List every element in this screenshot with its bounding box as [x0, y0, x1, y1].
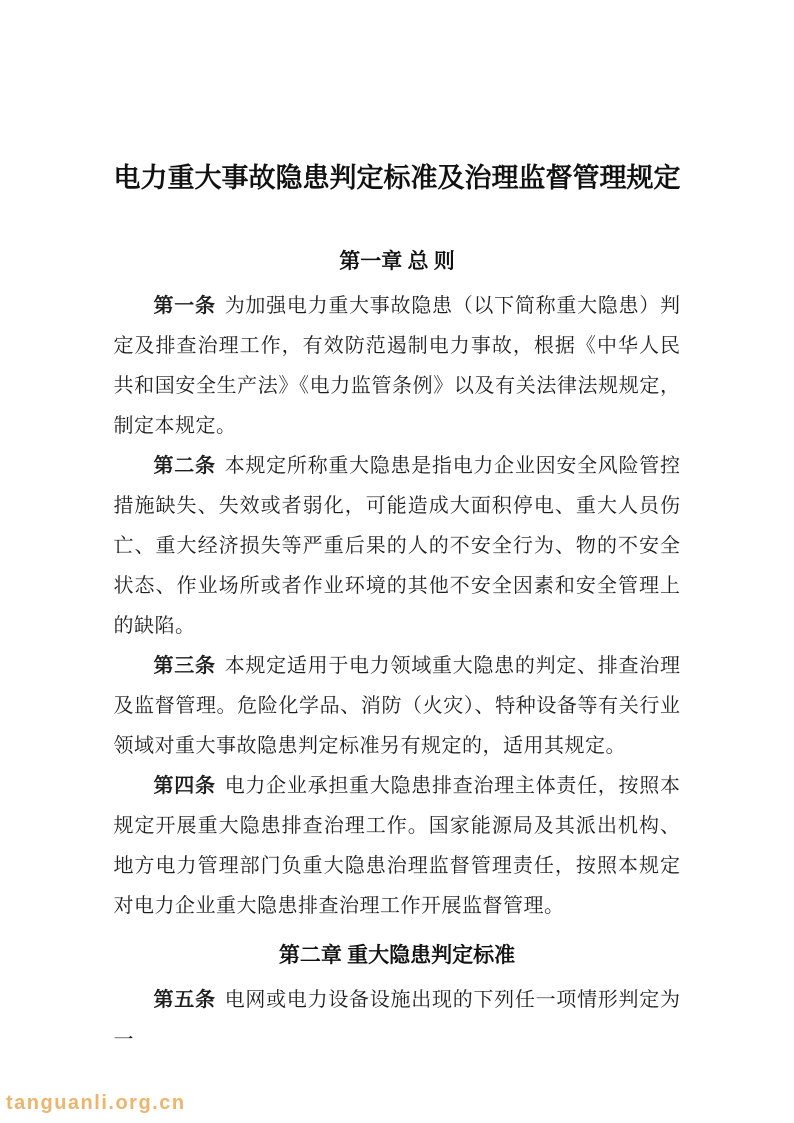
site-watermark: tanguanli.org.cn: [6, 1092, 186, 1114]
article-2-label: 第二条: [153, 455, 216, 477]
article-1: [114, 286, 681, 446]
article-5-text: 电网或电力设备设施出现的下列任一项情形判定为一: [113, 989, 681, 1051]
document-title: 电力重大事故隐患判定标准及治理监督管理规定: [113, 163, 681, 193]
document-page: [114, 0, 681, 1060]
article-5-label: 第五条: [153, 989, 216, 1011]
article-4-label: 第四条: [153, 775, 216, 797]
article-2: [114, 446, 681, 646]
article-4-text: 电力企业承担重大隐患排查治理主体责任，按照本规定开展重大隐患排查治理工作。国家能源局及其派出机构、地方电力管理部门负重大隐患治理监督管理责任，按照本规定对电力企业重大隐患排查治理工作开展监督管理。: [113, 775, 681, 917]
article-4: [114, 766, 681, 926]
article-5: [114, 980, 681, 1060]
chapter-1-heading: 第一章 总 则: [339, 249, 455, 273]
article-3-label: 第三条: [153, 655, 216, 677]
chapter-2-heading: 第二章 重大隐患判定标准: [278, 943, 516, 967]
article-3: [114, 646, 681, 766]
article-3-text: 本规定适用于电力领域重大隐患的判定、排查治理及监督管理。危险化学品、消防（火灾）、特种设备等有关行业领域对重大事故隐患判定标准另有规定的，适用其规定。: [113, 655, 681, 757]
article-1-label: 第一条: [153, 295, 216, 317]
article-2-text: 本规定所称重大隐患是指电力企业因安全风险管控措施缺失、失效或者弱化，可能造成大面积停电、重大人员伤亡、重大经济损失等严重后果的人的不安全行为、物的不安全状态、作业场所或者作业环境的其他不安全因素和安全管理上的缺陷。: [113, 455, 681, 637]
article-1-text: 为加强电力重大事故隐患（以下简称重大隐患）判定及排查治理工作，有效防范遏制电力事故，根据《中华人民共和国安全生产法》《电力监管条例》以及有关法律法规规定，制定本规定。: [113, 295, 681, 437]
